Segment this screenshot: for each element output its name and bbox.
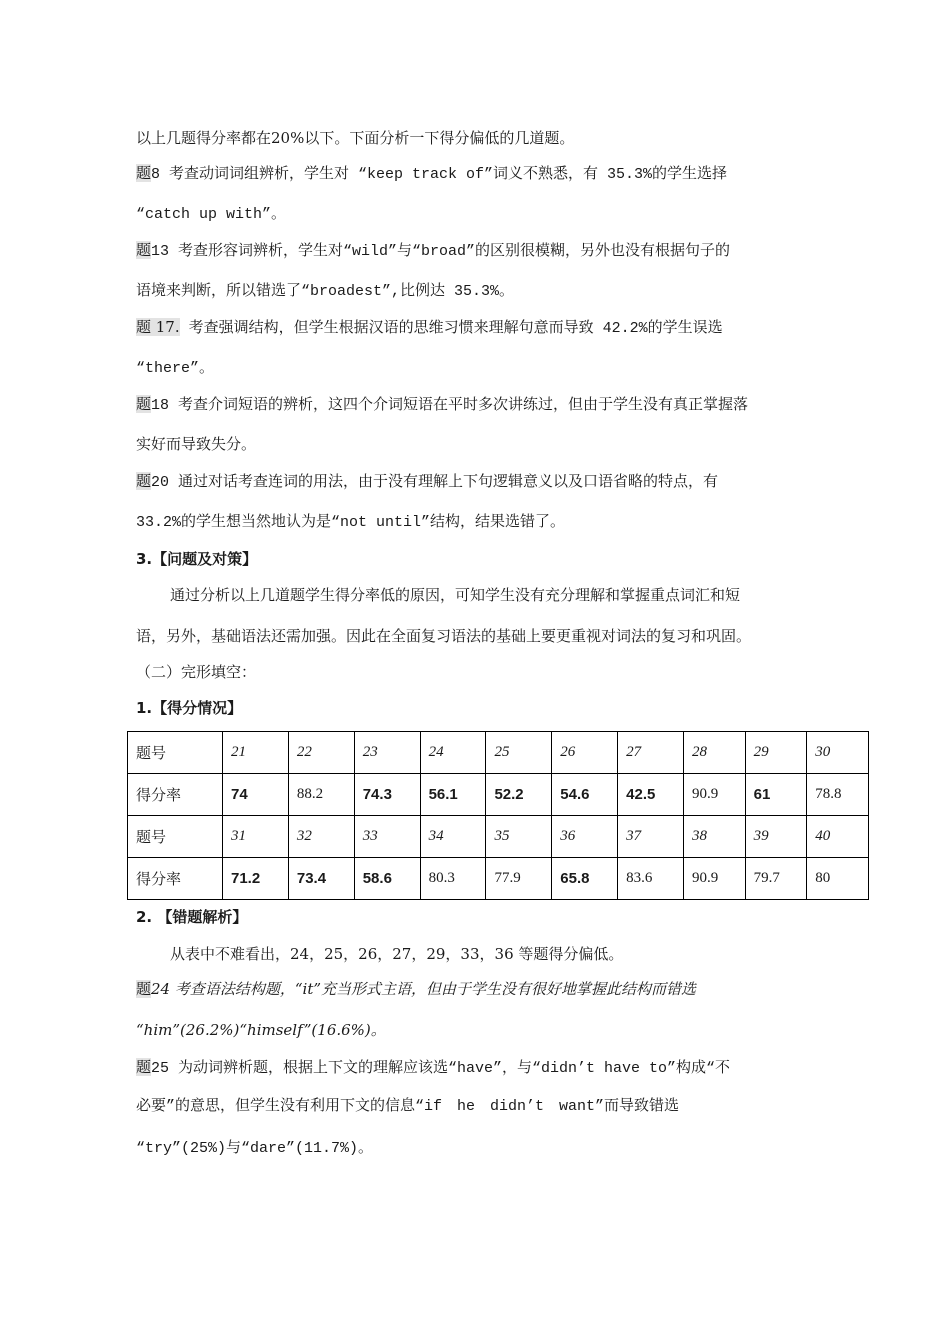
table-cell: 29	[745, 732, 807, 774]
table-cell: 42.5	[618, 774, 684, 816]
table-cell: 27	[618, 732, 684, 774]
table-cell: 83.6	[618, 858, 684, 900]
q8-line1	[136, 162, 727, 186]
table-cell: 38	[684, 816, 746, 858]
score-title: 1.【得分情况】	[136, 699, 243, 717]
table-cell: 36	[552, 816, 618, 858]
table-cell: 54.6	[552, 774, 618, 816]
table-row-header: 得分率	[128, 858, 223, 900]
table-cell: 32	[288, 816, 354, 858]
q17-text: 考查强调结构，但学生根据汉语的思维习惯来理解句意而导致 42.2%的学生误选	[179, 320, 723, 337]
q13-label: 题	[136, 241, 152, 259]
table-cell: 37	[618, 816, 684, 858]
table-cell: 30	[807, 732, 869, 774]
q25-line2: 必要”的意思，但学生没有利用下文的信息“if he didn’t want”而导致错选	[136, 1098, 680, 1115]
table-cell: 65.8	[552, 858, 618, 900]
table-cell: 74.3	[354, 774, 420, 816]
table-cell: 56.1	[420, 774, 486, 816]
table-row	[128, 774, 869, 816]
table-cell: 21	[223, 732, 289, 774]
q24-line2: “him”(26.2%)“himself”(16.6%)。	[136, 1021, 386, 1039]
table-row-header: 题号	[128, 732, 223, 774]
q24-text: 24 考查语法结构题，“it”充当形式主语，但由于学生没有很好地掌握此结构而错选	[151, 980, 697, 998]
table-cell: 74	[223, 774, 289, 816]
q18-line1	[136, 393, 748, 417]
table-cell: 25	[486, 732, 552, 774]
table-cell: 39	[745, 816, 807, 858]
table-cell: 71.2	[223, 858, 289, 900]
section3-title: 3.【问题及对策】	[136, 550, 258, 568]
q13-line1	[136, 239, 730, 263]
q24-line1	[136, 978, 696, 1000]
score-table	[127, 731, 869, 900]
intro-line: 以上几题得分率都在20%以下。下面分析一下得分偏低的几道题。	[136, 129, 575, 147]
table-cell: 28	[684, 732, 746, 774]
table-cell: 35	[486, 816, 552, 858]
table-cell: 80	[807, 858, 869, 900]
q20-label: 题	[136, 472, 152, 490]
q18-line2: 实好而导致失分。	[136, 437, 257, 454]
table-row	[128, 732, 869, 774]
table-cell: 24	[420, 732, 486, 774]
q17-line2: “there”。	[136, 360, 215, 377]
q24-label: 题	[136, 980, 152, 998]
section3-para-line1: 通过分析以上几道题学生得分率低的原因，可知学生没有充分理解和掌握重点词汇和短	[170, 586, 741, 604]
table-cell: 26	[552, 732, 618, 774]
q18-label: 题	[136, 395, 152, 413]
table-cell: 77.9	[486, 858, 552, 900]
q25-line3: “try”(25%)与“dare”(11.7%)。	[136, 1140, 374, 1157]
cloze-title: （二）完形填空：	[136, 663, 257, 681]
table-cell: 33	[354, 816, 420, 858]
section3-para-line2: 语，另外，基础语法还需加强。因此在全面复习语法的基础上要更重视对词法的复习和巩固。	[136, 627, 752, 645]
q13-line2: 语境来判断，所以错选了“broadest”,比例达 35.3%。	[136, 283, 515, 300]
table-cell: 79.7	[745, 858, 807, 900]
table-cell: 80.3	[420, 858, 486, 900]
q8-line2: “catch up with”。	[136, 206, 287, 223]
q25-label: 题	[136, 1058, 152, 1076]
table-cell: 31	[223, 816, 289, 858]
table-cell: 52.2	[486, 774, 552, 816]
table-cell: 88.2	[288, 774, 354, 816]
q18-text: 18 考查介词短语的辨析，这四个介词短语在平时多次讲练过，但由于学生没有真正掌握落	[151, 397, 749, 414]
table-cell: 40	[807, 816, 869, 858]
table-cell: 90.9	[684, 858, 746, 900]
table-cell: 90.9	[684, 774, 746, 816]
q25-text: 25 为动词辨析题，根据上下文的理解应该选“have”，与“didn’t have to”构成“不	[151, 1060, 731, 1077]
section2-para: 从表中不难看出，24，25，26，27，29，33，36 等题得分偏低。	[170, 945, 624, 963]
table-row-header: 得分率	[128, 774, 223, 816]
q20-line2: 33.2%的学生想当然地认为是“not until”结构，结果选错了。	[136, 514, 566, 531]
q20-text: 20 通过对话考查连词的用法，由于没有理解上下句逻辑意义以及口语省略的特点，有	[151, 474, 719, 491]
q17-line1	[136, 316, 723, 340]
q20-line1	[136, 470, 718, 494]
q25-line1	[136, 1056, 730, 1080]
table-cell: 23	[354, 732, 420, 774]
table-cell: 34	[420, 816, 486, 858]
q8-label: 题	[136, 164, 152, 182]
table-cell: 22	[288, 732, 354, 774]
q17-label: 题 17.	[136, 318, 180, 336]
table-cell: 61	[745, 774, 807, 816]
q8-text: 8 考查动词词组辨析，学生对 “keep track of”词义不熟悉，有 35.3%的学生选择	[151, 166, 728, 183]
table-cell: 58.6	[354, 858, 420, 900]
table-row	[128, 816, 869, 858]
table-row-header: 题号	[128, 816, 223, 858]
table-row	[128, 858, 869, 900]
table-cell: 78.8	[807, 774, 869, 816]
section2-title: 2. 【错题解析】	[136, 908, 248, 926]
q13-text: 13 考查形容词辨析，学生对“wild”与“broad”的区别很模糊，另外也没有根据句子的	[151, 243, 731, 260]
table-cell: 73.4	[288, 858, 354, 900]
